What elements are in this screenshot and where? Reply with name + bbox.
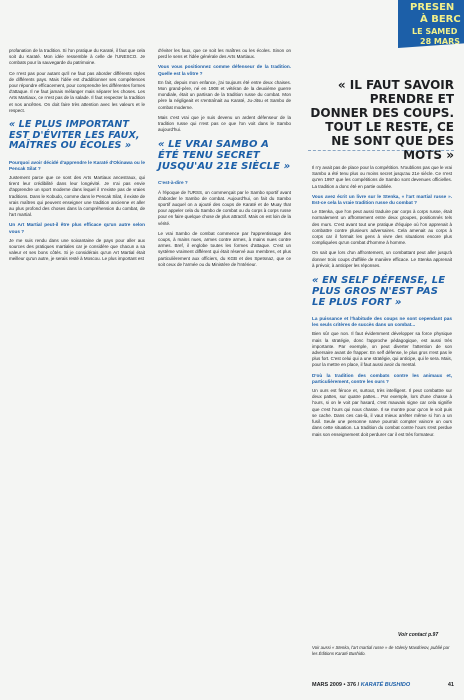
footer-date: MARS 2009 • 376 / [312,682,360,688]
paragraph: En fait, depuis mon enfance, j'ai toujours été entre deux chaises. Mon grand-père, né en 1908 et vétéran de la deuxième guerre mondiale, était un partisan de la tradition russe du combat. Mon père la négligeait et s'entraînait au Karaté, Ju-Jitsu et Sambo de combat moderne. [158,79,291,110]
banner-line-2: À BERC [420,14,461,25]
paragraph: Ce n'est pas pour autant qu'il ne faut pas aborder différents styles de différents pays. Mais l'idée est d'additionner ses compétences pour répondre efficacement, pour comprendre les différentes formes d'attaque. Il ne faut jamais mélanger mais séparer les choses. Les Arts Martiaux, ce n'est pas de la salade. Il faut respecter la tradition et nos ancêtres. On doit faire très attention avec les valeurs et le respect. [9,70,145,113]
paragraph: Bien sûr que non. Il faut évidemment développer sa force physique mais la stratégie, donc l'approche pédagogique, est aussi très importante. Par exemple, on peut diverter l'attention de son adversaire avant de frapper. En self défense, le plus gros n'est pas le plus fort. C'est celui qui a une stratégie, qui anticipe, qui le sera. Mais, pour la mettre en place, il faut aussi avoir du mental. [312,331,452,368]
paragraph: profanation de la tradition. Si l'on pratique du Karaté, il faut que cela soit du Karaté. Mon idée ressemble à celle de l'UNESCO. Je combats pour la sauvegarde du patrimoine. [9,48,145,66]
banner-line-3: LE SAMED [412,27,458,36]
paragraph: Justement parce que ce sont des Arts Martiaux ancestraux, qui tirent leur crédibilité dans leur longévité. Je n'ai pas envie d'apprendre un sport moderne dans lequel il n'existe pas de vraies traditions. Dans le Kobudo, comme dans le Pencak Silat, il existe de vrais maîtres qui peuvent enseigner une tradition ancienne et aller au plus profond des choses dans la compréhension du combat, de l'art martial. [9,174,145,218]
see-also-note: Voir aussi « Stenka, l'art martial russe » de Valeriy Maxdrieov, publié par les Éditions Karaté Bushido. [312,645,450,656]
paragraph: Je me suis rendu dans une soixantaine de pays pour aller aux sources des pratiques martiales car je considère que chacun a sa valeur et ses bons côtés. Si je considérais qu'un Art Martial était meilleur qu'un autre, je serais resté à Moscou. Le plus important est [9,237,145,262]
magazine-brand: KARATÉ BUSHIDO [360,682,411,688]
interview-question: Pourquoi avoir décidé d'apprendre le Karaté d'Okinawa ou le Pencak Silat ? [9,159,145,171]
page-footer [312,682,454,688]
interview-question: C'est-à-dire ? [158,180,188,186]
interview-question: La puissance et l'habitude des coups ne sont cependant pas les seuls critères de succès dans un combat... [312,316,452,328]
headline-quote: « IL FAUT SAVOIR PRENDRE ET DONNER DES COUPS. TOUT LE RESTE, CE NE SONT QUE DES MOTS » [310,78,454,162]
pull-quote: « LE VRAI SAMBO A ÉTÉ TENU SECRET JUSQU'AU 21E SIÈCLE » [158,139,291,173]
banner-line-4: 28 MARS [420,37,460,46]
paragraph: d'éviter les faux, que ce soit les maîtres ou les écoles. Sinon on perd le sens et l'idée générale des Arts Martiaux. [158,48,291,60]
page-number: 41 [447,682,454,688]
interview-question: Un Art Martial peut-il être plus efficace qu'un autre selon vous ? [9,222,145,234]
pull-quote: « EN SELF DÉFENSE, LE PLUS GROS N'EST PAS LE PLUS FORT » [312,275,446,309]
divider [308,150,454,152]
column-3 [312,165,452,442]
paragraph: À l'époque de l'URSS, on commençait par le Sambo sportif avant d'aborder le Sambo de combat. Aujourd'hui, on fait du Sambo sportif auquel on a ajouté des coups de Karaté et de Muay thaï pour appeler cela du Sambo de combat ou du corps à corps russe pour en faire quelque chose de plus attractif. Mais on est loin de la vérité. [158,189,291,226]
banner-line-1: PRESEN [410,2,455,13]
paragraph: Il n'y avait pas de place pour la compétition. N'oublions pas que le vrai Sambo a été tenu plus ou moins secret jusqu'au 21e siècle. Ce n'est qu'en 1997 que les compétitions de Sambo sont devenues officielles. La tradition a donc été en partie oubliée. [312,165,452,189]
interview-question: Vous avez écrit un livre sur le Stenka, « l'art martial russe ». Est-ce cela la vraie tradition russe du combat ? [312,193,452,206]
contact-note: Voir contact p.97 [398,632,439,638]
paragraph: Un ours est féroce et, surtout, très intelligent. Il peut combattre sur deux pattes, sur quatre pattes... Par exemple, lors d'une chasse à l'ours, si on le voit par hasard, c'est mauvais signe car cela signifie que c'est l'ours qui nous chasse. Il se montre pour qu'on le voit puis se cache. Dans ces cas-là, il vaut mieux arrêter même si l'on a un fusil. Seule une personne naïve pourrait compter vaincre un ours dans cette situation. La tradition du combat contre l'ours s'est perdue mais son enseignement doit perdurer car il est très formateur. [312,388,452,437]
paragraph: Le vrai Sambo de combat commence par l'apprentissage des coups, à mains nues, armes contre armes, à mains nues contre armes. Bref, il englobe toutes les formes d'attaque. C'est un système vraiment différent qui était réservé aux membres, et plus particulièrement aux officiers, du KGB et des Spetsnaz, que ce soit ceux de l'armée ou du Ministère de l'Intérieur. [158,230,291,267]
interview-question: Vous vous positionnez comme défenseur de la tradition. Quelle est la vôtre ? [158,64,291,76]
paragraph: Le Stenka, que l'on peut aussi traduire par corps à corps russe, était normalement un affrontement entre deux groupes, positionnés tels des murs. C'est avant tout une pratique d'équipe où l'on apprenait à combattre contre plusieurs adversaires. Cela amenait au corps à corps car il formait les gens à vivre des situations encore plus compliquées qu'un combat d'homme à homme. [312,209,452,246]
interview-question: D'où la tradition des combats contre les animaux et, particulièrement, contre les ours ? [312,372,452,384]
column-2 [158,48,291,272]
paragraph: On sait que lors d'un affrontement, un combattant peut aller jusqu'à donner trois coups d'affilée de manière efficace. Le Stenka apprenait à prévoir, à anticiper les réponses. [312,250,452,268]
paragraph: Mais c'est vrai que je suis devenu un ardent défenseur de la tradition russe qui n'est pas ce que l'on voit dans le Sambo aujourd'hui. [158,114,291,133]
column-1 [9,48,145,267]
pull-quote: « LE PLUS IMPORTANT EST D'ÉVITER LES FAUX, MAÎTRES OU ÉCOLES » [9,119,140,152]
